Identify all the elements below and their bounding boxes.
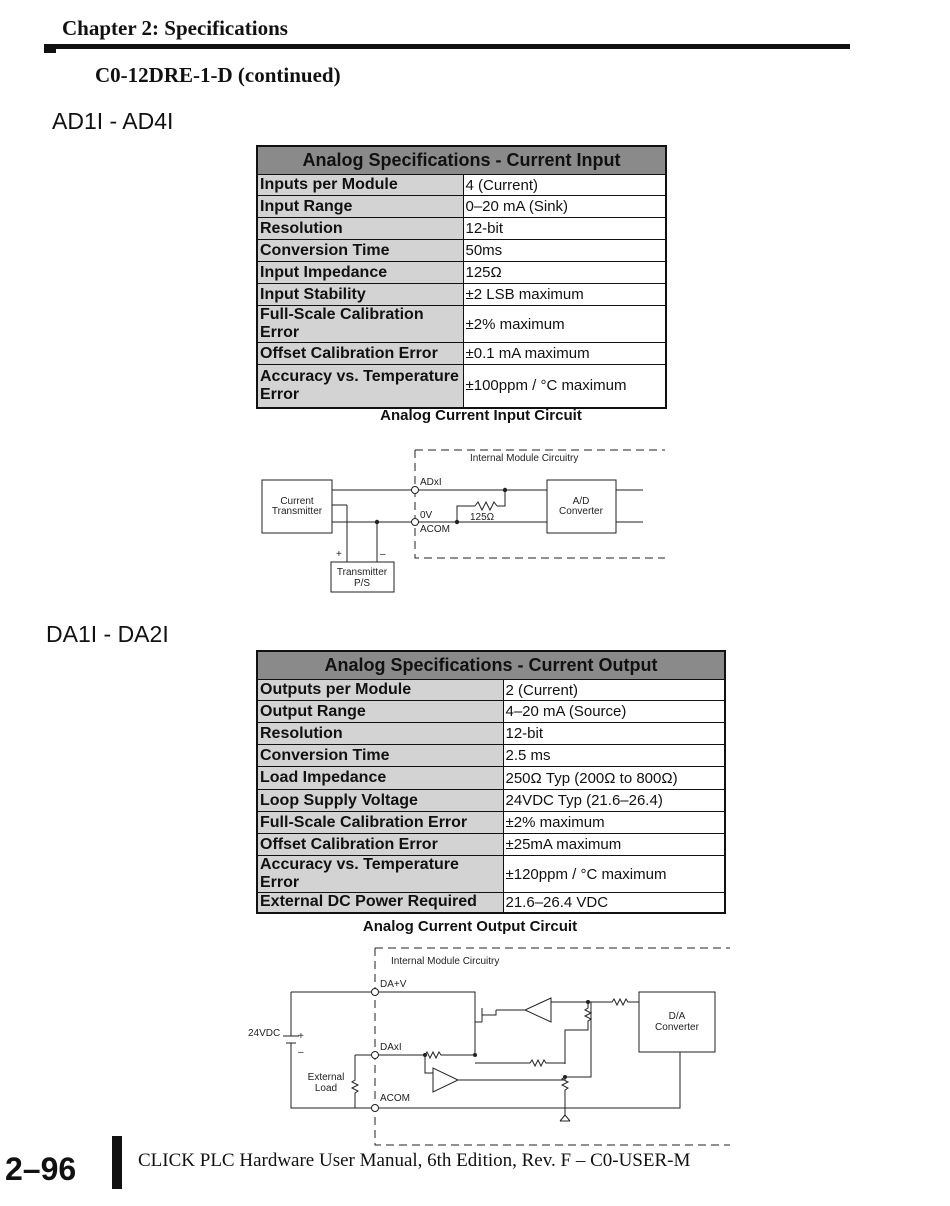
spec-value: 2 (Current) <box>503 680 725 701</box>
spec-value: ±120ppm / °C maximum <box>503 856 725 893</box>
spec-row <box>257 790 725 812</box>
spec-row <box>257 812 725 834</box>
daxi-label: DAxI <box>380 1042 402 1053</box>
page-number: 2–96 <box>5 1151 77 1187</box>
spec-row <box>257 701 725 723</box>
supply-label: 24VDC <box>248 1028 281 1039</box>
acom-out-terminal <box>372 1105 379 1112</box>
ps-label-1: Transmitter <box>336 567 388 578</box>
spec-value: 0–20 mA (Sink) <box>463 196 666 218</box>
output-circuit-diagram <box>240 940 735 1150</box>
spec-value: ±2 LSB maximum <box>463 284 666 306</box>
output-internal-label: Internal Module Circuitry <box>391 956 500 967</box>
zero-v-label: 0V <box>420 510 433 521</box>
output-op-amp-bottom <box>433 1068 458 1092</box>
spec-row <box>257 240 666 262</box>
spec-row <box>257 218 666 240</box>
spec-key: Conversion Time <box>257 240 463 262</box>
spec-row <box>257 284 666 306</box>
spec-row <box>257 306 666 343</box>
spec-value: 4–20 mA (Source) <box>503 701 725 723</box>
spec-value: 250Ω Typ (200Ω to 800Ω) <box>503 767 725 790</box>
ps-plus-label: + <box>336 549 342 560</box>
dav-terminal <box>372 989 379 996</box>
acom-terminal <box>412 519 419 526</box>
adxi-label: ADxI <box>420 477 442 488</box>
spec-key: Input Impedance <box>257 262 463 284</box>
acom-label: ACOM <box>420 524 450 535</box>
spec-row <box>257 343 666 365</box>
spec-key: Input Stability <box>257 284 463 306</box>
spec-value: 21.6–26.4 VDC <box>503 893 725 913</box>
manual-title: CLICK PLC Hardware User Manual, 6th Edition, Rev. F – C0-USER-M <box>138 1150 691 1171</box>
daxi-terminal <box>372 1052 379 1059</box>
spec-value: ±100ppm / °C maximum <box>463 365 666 408</box>
ps-label-2: P/S <box>353 578 371 589</box>
spec-row <box>257 680 725 701</box>
load-label-1: External <box>307 1072 345 1083</box>
adxi-terminal <box>412 487 419 494</box>
spec-key: Offset Calibration Error <box>257 834 503 856</box>
spec-value: ±2% maximum <box>503 812 725 834</box>
section-heading: C0-12DRE-1-D (continued) <box>95 63 341 87</box>
spec-row <box>257 196 666 218</box>
load-label-2: Load <box>314 1083 338 1094</box>
spec-key: Load Impedance <box>257 767 503 790</box>
supply-minus-label: – <box>298 1047 304 1058</box>
output-op-amp-top <box>525 998 551 1022</box>
spec-key: Accuracy vs. Temperature Error <box>257 365 463 408</box>
spec-key: Input Range <box>257 196 463 218</box>
resistor-label: 125Ω <box>470 512 495 523</box>
spec-key: Resolution <box>257 723 503 745</box>
spec-key: Full-Scale Calibration Error <box>257 812 503 834</box>
spec-key: Resolution <box>257 218 463 240</box>
input-model-label: AD1I - AD4I <box>52 108 174 134</box>
spec-key: Loop Supply Voltage <box>257 790 503 812</box>
spec-key: Accuracy vs. Temperature Error <box>257 856 503 893</box>
input-table-title: Analog Specifications - Current Input <box>257 146 666 175</box>
transmitter-label-1: Current <box>280 496 314 507</box>
spec-row <box>257 365 666 408</box>
output-spec-table <box>256 650 726 914</box>
da-label-2: Converter <box>655 1022 699 1033</box>
spec-value: ±25mA maximum <box>503 834 725 856</box>
spec-row <box>257 767 725 790</box>
spec-key: Offset Calibration Error <box>257 343 463 365</box>
spec-value: ±2% maximum <box>463 306 666 343</box>
spec-row <box>257 745 725 767</box>
footer-bar <box>112 1136 122 1189</box>
spec-key: Output Range <box>257 701 503 723</box>
spec-row <box>257 175 666 196</box>
acom-out-label: ACOM <box>380 1093 410 1104</box>
spec-value: 50ms <box>463 240 666 262</box>
input-circuit-diagram <box>255 440 675 600</box>
spec-value: 4 (Current) <box>463 175 666 196</box>
spec-row <box>257 723 725 745</box>
output-circuit-caption: Analog Current Output Circuit <box>362 918 578 935</box>
spec-value: 125Ω <box>463 262 666 284</box>
spec-value: 12-bit <box>463 218 666 240</box>
spec-row <box>257 834 725 856</box>
output-table-title: Analog Specifications - Current Output <box>257 651 725 680</box>
da-label-1: D/A <box>668 1011 686 1022</box>
spec-value: 12-bit <box>503 723 725 745</box>
spec-key: Conversion Time <box>257 745 503 767</box>
spec-key: External DC Power Required <box>257 893 503 913</box>
output-model-label: DA1I - DA2I <box>46 621 169 647</box>
ps-minus-label: – <box>380 549 386 560</box>
supply-plus-label: + <box>298 1031 304 1042</box>
internal-circuitry-label: Internal Module Circuitry <box>470 453 579 464</box>
header-rule <box>44 44 850 49</box>
transmitter-label-2: Transmitter <box>271 506 323 517</box>
spec-row <box>257 893 725 913</box>
dav-label: DA+V <box>380 979 407 990</box>
spec-row <box>257 262 666 284</box>
input-spec-table <box>256 145 667 409</box>
spec-value: 2.5 ms <box>503 745 725 767</box>
chapter-heading: Chapter 2: Specifications <box>62 16 288 40</box>
ad-label-2: Converter <box>559 506 603 517</box>
spec-key: Outputs per Module <box>257 680 503 701</box>
spec-key: Inputs per Module <box>257 175 463 196</box>
ad-label-1: A/D <box>572 496 590 507</box>
input-circuit-caption: Analog Current Input Circuit <box>380 407 582 424</box>
spec-key: Full-Scale Calibration Error <box>257 306 463 343</box>
header-rule-tab <box>44 44 56 53</box>
spec-value: ±0.1 mA maximum <box>463 343 666 365</box>
spec-row <box>257 856 725 893</box>
spec-value: 24VDC Typ (21.6–26.4) <box>503 790 725 812</box>
